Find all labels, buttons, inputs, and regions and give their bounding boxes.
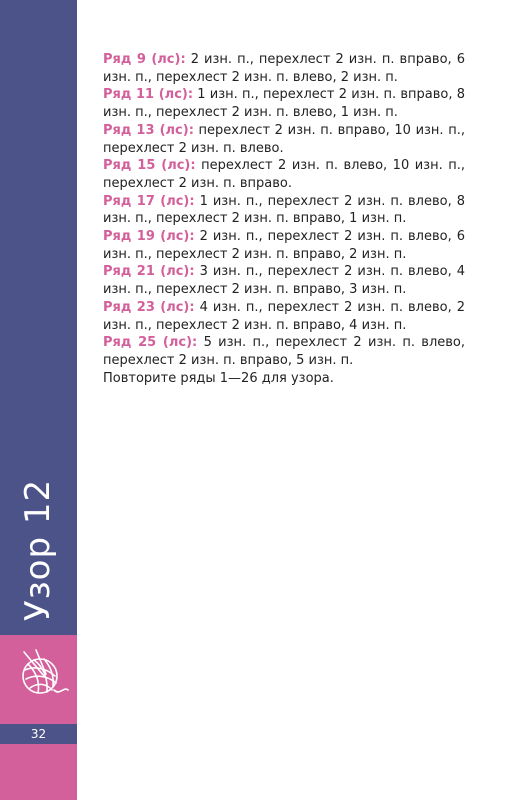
- pattern-row: [103, 334, 465, 369]
- row-label: Ряд 9 (лс):: [103, 52, 186, 67]
- pattern-instructions: [103, 51, 465, 387]
- row-text: 2 изн. п., перехлест 2 изн. п. вправо, 6 изн. п., перехлест 2 изн. п. влево, 2 изн. п.: [103, 52, 466, 85]
- row-label: Ряд 11 (лс):: [103, 87, 194, 103]
- row-text: 1 изн. п., перехлест 2 изн. п. вправо, 8 изн. п., перехлест 2 изн. п. влево, 1 изн. п.: [103, 87, 465, 121]
- row-text: 1 изн. п., перехлест 2 изн. п. влево, 8 изн. п., перехлест 2 изн. п. вправо, 1 изн. п.: [103, 193, 465, 227]
- pattern-row: [103, 228, 465, 263]
- pattern-row: [103, 122, 465, 157]
- pattern-row: [103, 193, 465, 228]
- row-label: Ряд 15 (лс):: [103, 158, 196, 174]
- row-label: Ряд 21 (лс):: [103, 264, 195, 280]
- repeat-note: Повторите ряды 1—26 для узора.: [103, 370, 334, 386]
- pattern-row: [103, 51, 465, 86]
- pattern-title-text: Узор 12: [18, 478, 59, 622]
- pattern-title: [5, 480, 72, 620]
- row-text: 5 изн. п., перехлест 2 изн. п. влево, перехлест 2 изн. п. вправо, 5 изн. п.: [103, 335, 466, 368]
- row-text: 3 изн. п., перехлест 2 изн. п. влево, 4 изн. п., перехлест 2 изн. п. вправо, 3 изн. п.: [103, 264, 465, 298]
- sidebar-band: [0, 0, 77, 800]
- yarn-ball-icon: [14, 646, 70, 702]
- page-number: [0, 724, 77, 744]
- pattern-row: [103, 86, 465, 121]
- row-label: Ряд 23 (лс):: [103, 299, 195, 315]
- pattern-row: [103, 157, 465, 192]
- pattern-row: [103, 299, 465, 334]
- row-label: Ряд 25 (лс):: [103, 335, 198, 351]
- row-label: Ряд 13 (лс):: [103, 122, 194, 138]
- page-number-text: 32: [30, 727, 47, 741]
- row-label: Ряд 19 (лс):: [103, 229, 195, 245]
- row-text: 2 изн. п., перехлест 2 изн. п. влево, 6 изн. п., перехлест 2 изн. п. вправо, 2 изн. п.: [103, 229, 465, 262]
- row-label: Ряд 17 (лс):: [103, 193, 195, 209]
- pattern-row: [103, 263, 465, 298]
- row-text: перехлест 2 изн. п. влево, 10 изн. п., перехлест 2 изн. п. вправо.: [103, 158, 465, 191]
- row-text: перехлест 2 изн. п. вправо, 10 изн. п., перехлест 2 изн. п. влево.: [103, 122, 465, 156]
- row-text: 4 изн. п., перехлест 2 изн. п. влево, 2 изн. п., перехлест 2 изн. п. вправо, 4 изн. п.: [103, 299, 465, 333]
